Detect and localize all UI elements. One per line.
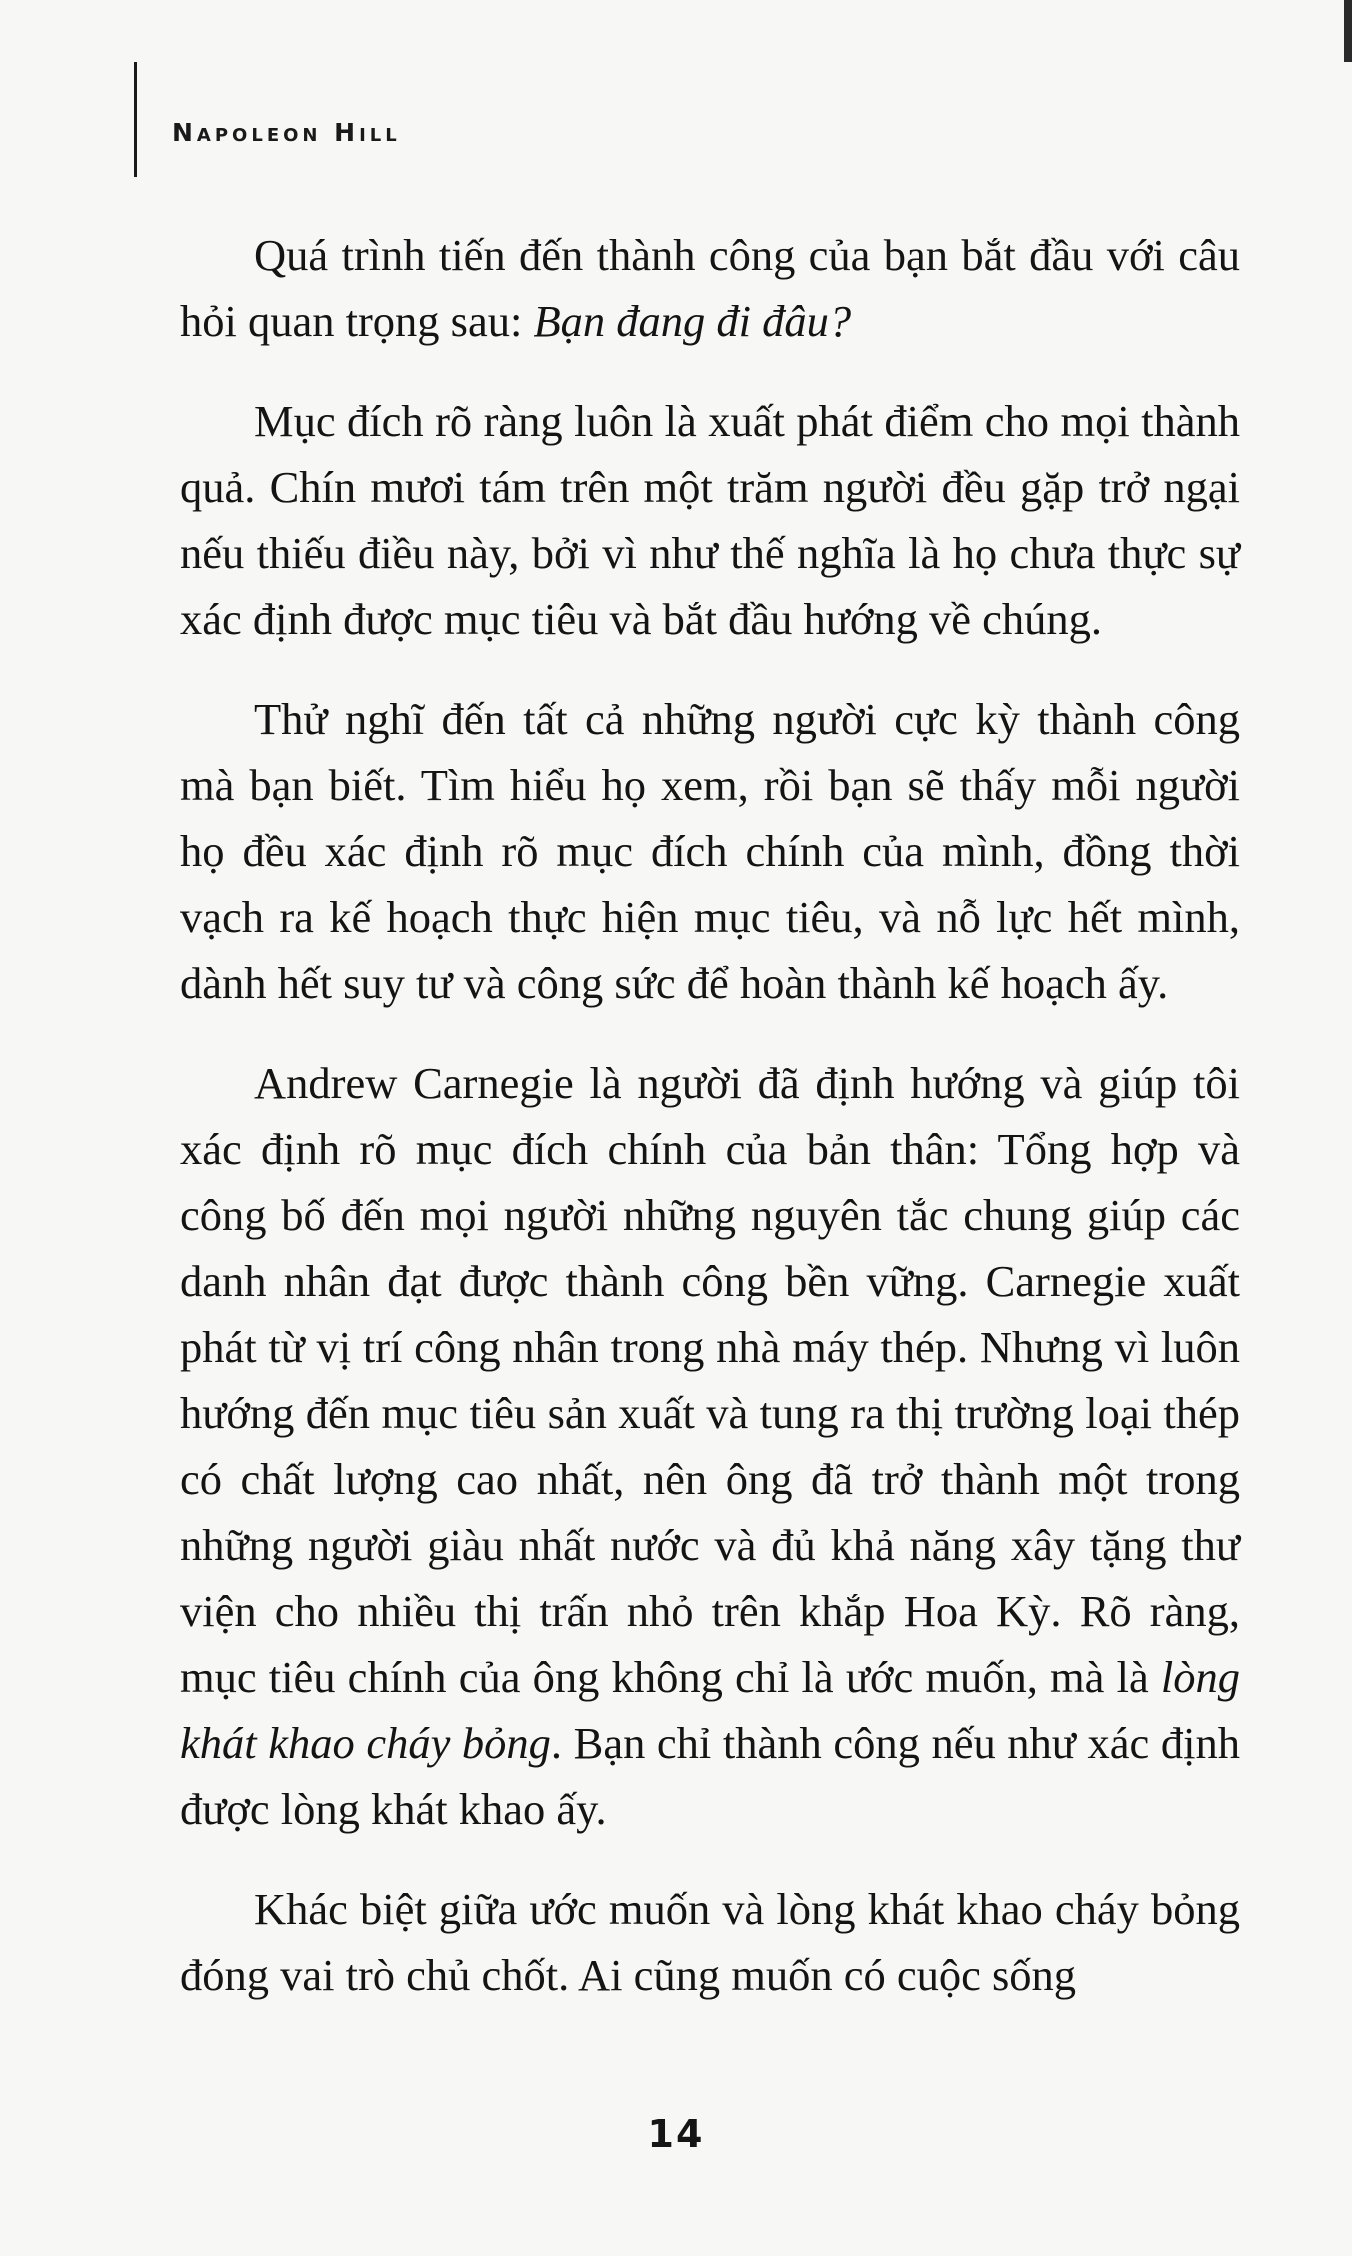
paragraph-emphasis: lòng khát khao cháy bỏng xyxy=(180,1652,1240,1768)
scan-corner-mark xyxy=(1344,0,1352,62)
paragraph-3 xyxy=(180,686,1240,1016)
paragraph-text: Khác biệt giữa ước muốn và lòng khát khao cháy bỏng đóng vai trò chủ chốt. Ai cũng muốn có cuộc sống xyxy=(180,1884,1240,2000)
paragraph-4 xyxy=(180,1050,1240,1842)
running-head: Napoleon Hill xyxy=(172,118,401,147)
page-edge-rule xyxy=(134,62,137,177)
paragraph-text: Quá trình tiến đến thành công của bạn bắt đầu với câu hỏi quan trọng sau: xyxy=(180,230,1240,346)
paragraph-text: Mục đích rõ ràng luôn là xuất phát điểm cho mọi thành quả. Chín mươi tám trên một trăm người đều gặp trở ngại nếu thiếu điều này, bởi vì như thế nghĩa là họ chưa thực sự xác định được mục tiêu và bắt đầu hướng về chúng. xyxy=(180,396,1240,644)
paragraph-text: Thử nghĩ đến tất cả những người cực kỳ thành công mà bạn biết. Tìm hiểu họ xem, rồi bạn sẽ thấy mỗi người họ đều xác định rõ mục đích chính của mình, đồng thời vạch ra kế hoạch thực hiện mục tiêu, và nỗ lực hết mình, dành hết suy tư và công sức để hoàn thành kế hoạch ấy. xyxy=(180,694,1240,1008)
page-number: 14 xyxy=(647,2112,705,2156)
paragraph-1 xyxy=(180,222,1240,354)
paragraph-emphasis: Bạn đang đi đâu? xyxy=(533,296,852,346)
paragraph-text-after: . Bạn chỉ thành công nếu như xác định được lòng khát khao ấy. xyxy=(180,1718,1240,1834)
body-text xyxy=(180,222,1240,2042)
paragraph-5 xyxy=(180,1876,1240,2008)
paragraph-text: Andrew Carnegie là người đã định hướng và giúp tôi xác định rõ mục đích chính của bản thân: Tổng hợp và công bố đến mọi người những nguyên tắc chung giúp các danh nhân đạt được thành công bền vững. Carnegie xuất phát từ vị trí công nhân trong nhà máy thép. Nhưng vì luôn hướng đến mục tiêu sản xuất và tung ra thị trường loại thép có chất lượng cao nhất, nên ông đã trở thành một trong những người giàu nhất nước và đủ khả năng xây tặng thư viện cho nhiều thị trấn nhỏ trên khắp Hoa Kỳ. Rõ ràng, mục tiêu chính của ông không chỉ là ước muốn, mà là xyxy=(180,1058,1240,1702)
paragraph-2 xyxy=(180,388,1240,652)
